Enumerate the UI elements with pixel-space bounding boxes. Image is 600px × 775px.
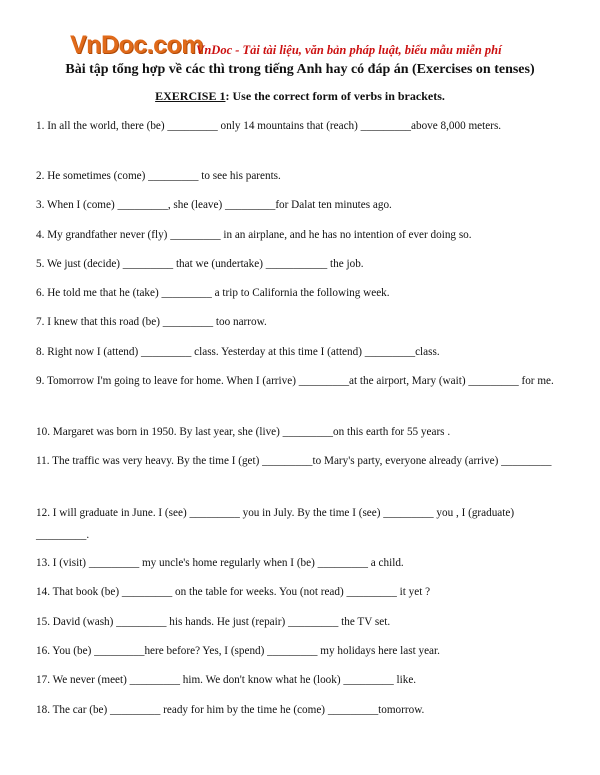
exercise-item-11: 11. The traffic was very heavy. By the time I (get) _________to Mary's party, everyone already (arrive) _________ bbox=[36, 455, 552, 467]
exercise-item-3: 3. When I (come) _________, she (leave) _________for Dalat ten minutes ago. bbox=[36, 199, 392, 211]
document-title: Bài tập tổng hợp về các thì trong tiếng Anh hay có đáp án (Exercises on tenses) bbox=[65, 62, 535, 77]
exercise-item-9: 9. Tomorrow I'm going to leave for home. When I (arrive) _________at the airport, Mary (wait) _________ for me. bbox=[36, 375, 554, 387]
exercise-item-14: 14. That book (be) _________ on the table for weeks. You (not read) _________ it yet ? bbox=[36, 586, 431, 598]
exercise-item-15: 15. David (wash) _________ his hands. He just (repair) _________ the TV set. bbox=[36, 616, 391, 628]
exercise-item-7: 7. I knew that this road (be) _________ too narrow. bbox=[36, 316, 267, 328]
exercise-item-8: 8. Right now I (attend) _________ class. Yesterday at this time I (attend) _________class. bbox=[36, 346, 440, 358]
exercise-item-18: 18. The car (be) _________ ready for him by the time he (come) _________tomorrow. bbox=[36, 704, 425, 716]
exercise-item-5: 5. We just (decide) _________ that we (undertake) ___________ the job. bbox=[36, 258, 364, 270]
vndoc-logo[interactable]: VnDoc.com bbox=[70, 31, 204, 59]
exercise-heading bbox=[0, 89, 600, 104]
exercise-item-4: 4. My grandfather never (fly) _________ in an airplane, and he has no intention of ever doing so. bbox=[36, 229, 472, 241]
header-tagline: VnDoc - Tải tài liệu, văn bản pháp luật, biểu mẫu miễn phí bbox=[196, 43, 502, 57]
exercise-item-10: 10. Margaret was born in 1950. By last year, she (live) _________on this earth for 55 years . bbox=[36, 426, 451, 438]
exercise-item-6: 6. He told me that he (take) _________ a trip to California the following week. bbox=[36, 287, 390, 299]
page-header bbox=[70, 30, 590, 60]
exercise-item-17: 17. We never (meet) _________ him. We don't know what he (look) _________ like. bbox=[36, 674, 417, 686]
exercise-item-12: 12. I will graduate in June. I (see) _________ you in July. By the time I (see) _________ you , I (graduate) _________. bbox=[36, 507, 515, 541]
exercise-instruction: : Use the correct form of verbs in brackets. bbox=[225, 89, 445, 103]
exercise-item-16: 16. You (be) _________here before? Yes, I (spend) _________ my holidays here last year. bbox=[36, 645, 440, 657]
exercise-item-13: 13. I (visit) _________ my uncle's home regularly when I (be) _________ a child. bbox=[36, 557, 404, 569]
exercise-label: EXERCISE 1 bbox=[155, 89, 226, 103]
exercise-item-1: 1. In all the world, there (be) _________ only 14 mountains that (reach) _________above 8,000 meters. bbox=[36, 120, 502, 132]
exercise-item-2: 2. He sometimes (come) _________ to see his parents. bbox=[36, 170, 281, 182]
